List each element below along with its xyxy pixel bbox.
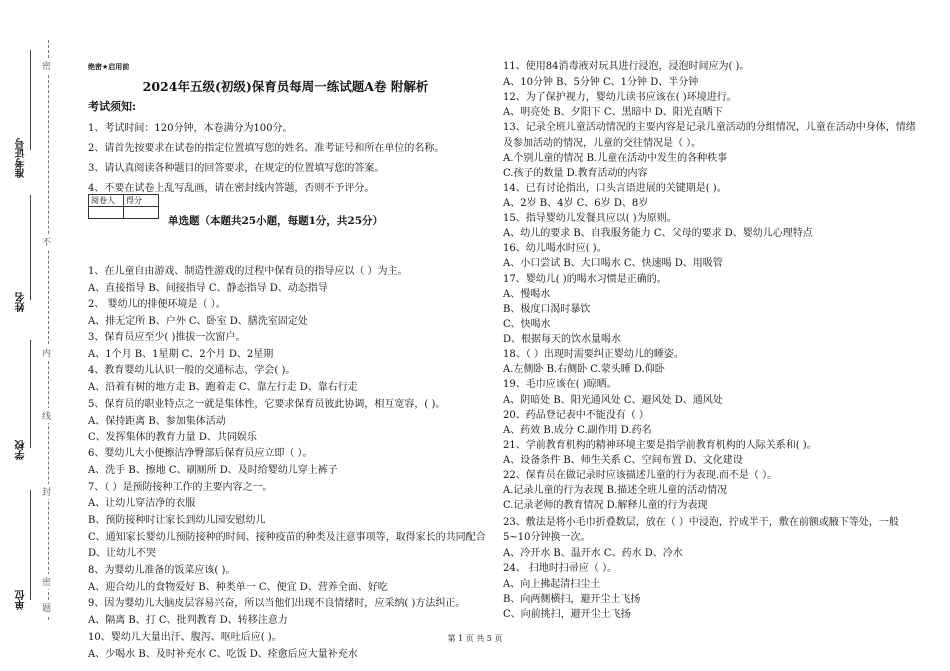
page-footer: 第 1 页 共 5 页 <box>447 634 503 643</box>
question-line: 20、药品登记表中不能没有（ ） <box>503 409 649 421</box>
seal-word: 线 <box>42 408 51 423</box>
question-line: 8、为婴幼儿准备的饭菜应该( )。 <box>88 565 236 577</box>
question-line: A、冷开水 B、温开水 C、药水 D、冷水 <box>503 548 683 560</box>
question-line: A.记录儿童的行为表现 B.描述全班儿童的活动情况 <box>503 485 728 497</box>
question-line: C.孩子的数量 D.教育活动的内容 <box>503 167 648 179</box>
binding-margin <box>0 0 60 671</box>
admission-number-label: 准考证号 <box>16 138 27 178</box>
question-line: A、隔离 B、打 C、批判教育 D、转移注意力 <box>88 614 288 626</box>
question-line: 2、 婴幼儿的排便环境是（ ）。 <box>88 298 226 310</box>
question-line: C、向前挑扫，避开尘土飞扬 <box>503 608 631 620</box>
question-line: A、2岁 B、4岁 C、6岁 D、8岁 <box>503 198 649 209</box>
question-line: C、通知家长婴幼儿预防接种的时间、接种疫苗的种类及注意事项等，取得家长的共同配合 <box>88 532 486 544</box>
question-line: 15、指导婴幼儿发餐具应以( )为原则。 <box>503 213 677 225</box>
question-line: A、保持距离 B、参加集体活动 <box>88 415 226 427</box>
question-line: 21、学前教育机构的精神环境主要是指学前教育机构的人际关系和( )。 <box>503 439 817 451</box>
notice-title: 考试须知: <box>88 100 137 113</box>
question-line: A、向上拂起清扫尘土 <box>503 578 601 590</box>
question-line: 19、毛巾应该在( )晾晒。 <box>503 379 617 391</box>
question-line: A、慢喝水 <box>503 288 551 300</box>
question-line: A、1个月 B、1星期 C、2个月 D、2星期 <box>88 348 274 360</box>
notice-item: 1、考试时间：120分钟，本卷满分为100分。 <box>88 123 293 134</box>
question-line: 及参加活动的情况，儿童的交往情况是（ ）。 <box>503 137 702 149</box>
question-line: 18、（ ）出现时需要纠正婴幼儿的睡姿。 <box>503 349 684 361</box>
question-line: D、根据每天的饮水量喝水 <box>503 334 622 346</box>
question-line: A、迎合幼儿的食物爱好 B、种类单一 C、便宜 D、营养全面、好吃 <box>88 581 388 593</box>
notice-item: 4、不要在试卷上乱写乱画，请在密封线内答题，否则不予评分。 <box>88 183 375 194</box>
question-line: 11、使用84消毒液对玩具进行浸泡，浸泡时间应为( )。 <box>503 61 750 73</box>
seal-word: 密 <box>42 574 51 589</box>
seal-word: 密 <box>42 58 51 73</box>
question-line: B、向两侧横扫，避开尘土飞扬 <box>503 593 641 605</box>
question-line: 24、 扫地时扫帚应（ ）。 <box>503 563 618 575</box>
question-line: C、发挥集体的教育力量 D、共同娱乐 <box>88 431 257 443</box>
question-line: B、预防接种时让家长到幼儿园安慰幼儿 <box>88 515 266 527</box>
grader-blank <box>89 207 124 219</box>
question-line: A、设备条件 B、师生关系 C、空间布置 D、文化建设 <box>503 455 743 467</box>
question-line: 5~10分钟换一次。 <box>503 532 591 544</box>
question-line: 16、幼儿喝水时应( )。 <box>503 243 607 255</box>
question-line: A、小口尝试 B、大口喝水 C、快速喝 D、用吸管 <box>503 258 723 270</box>
question-line: A、少喝水 B、及时补充水 C、吃饭 D、痊愈后应大量补充水 <box>88 648 358 660</box>
page-title: 2024年五级(初级)保育员每周一练试题A卷 附解析 <box>142 79 429 94</box>
unit-blank <box>30 490 31 600</box>
question-line: A、让幼儿穿洁净的衣服 <box>88 498 196 510</box>
admission-number-blank <box>30 50 31 150</box>
score-table <box>88 194 159 219</box>
grader-cell: 阅卷人 <box>89 195 124 207</box>
school-blank <box>30 340 31 448</box>
notice-item: 3、请认真阅读各种题目的回答要求，在规定的位置填写您的答案。 <box>88 163 385 174</box>
question-line: 10、婴幼儿大量出汗、腹泻、呕吐后应( )。 <box>88 631 282 643</box>
question-line: D、让幼儿不哭 <box>88 548 157 560</box>
question-line: 23、敷法是将小毛巾折叠数层，放在（ ）中浸泡，拧成半干，敷在前额或腋下等处，一般 <box>503 517 899 529</box>
question-line: A、阴暗处 B、阳光通风处 C、避风处 D、通风处 <box>503 394 723 406</box>
school-label: 学校 <box>16 440 27 460</box>
question-line: A.左侧卧 B.右侧卧 C.蒙头睡 D.仰卧 <box>503 364 665 376</box>
seal-word: 题 <box>42 600 51 615</box>
question-line: 1、在儿童自由游戏、制造性游戏的过程中保育员的指导应以（ ）为主。 <box>88 266 408 277</box>
score-blank <box>124 207 159 219</box>
unit-label: 单位 <box>16 590 27 610</box>
question-line: 3、保育员应至少( )推拔一次窗户。 <box>88 331 246 343</box>
question-line: 14、已有讨论指出，口头言语进展的关键期是( )。 <box>503 182 727 194</box>
question-line: C.记录老师的教育情况 D.解释儿童的行为表现 <box>503 500 708 512</box>
question-line: 5、保育员的职业特点之一就是集体性，它要求保育员彼此协调，相互宽容，( )。 <box>88 398 446 410</box>
seal-line <box>48 40 49 620</box>
seal-word: 封 <box>42 484 51 499</box>
question-line: A.个别儿童的情况 B.儿童在活动中发生的各种秩事 <box>503 152 728 164</box>
question-line: B、极度口渴时暴饮 <box>503 303 591 315</box>
seal-word: 不 <box>42 234 51 249</box>
name-blank <box>30 195 31 300</box>
question-line: A、明亮处 B、夕阳下 C、黑暗中 D、阳光直晒下 <box>503 107 723 119</box>
question-line: 13、记录全班儿童活动情况的主要内容是记录儿童活动的分组情况，儿童在活动中身体，情绪 <box>503 122 916 134</box>
question-line: 6、婴幼儿大小便擦洁净臀部后保育员应立即（ ）。 <box>88 448 313 460</box>
question-line: 7、（ ）是预防接种工作的主要内容之一。 <box>88 482 273 494</box>
question-line: 12、为了保护视力，婴幼儿读书应该在( )环境进行。 <box>503 92 737 104</box>
question-line: A、直接指导 B、间接指导 C、静态指导 D、动态指导 <box>88 282 328 294</box>
section-title: 单选题（本题共25小题，每题1分，共25分） <box>168 215 384 227</box>
question-line: 9、因为婴幼儿大脑皮层容易兴奋，所以当他们出现不良情绪时，应采纳( )方法纠正。 <box>88 597 466 609</box>
question-line: A、幼儿的要求 B、自我服务能力 C、父母的要求 D、婴幼儿心理特点 <box>503 228 813 240</box>
name-label: 姓名 <box>16 292 27 312</box>
question-line: C、快喝水 <box>503 318 551 330</box>
question-line: A、10分钟 B、5分钟 C、1分钟 D、半分钟 <box>503 77 699 89</box>
question-line: 22、保育员在做记录时应该描述儿童的行为表现.而不是（ ）。 <box>503 470 778 482</box>
question-line: A、排无定所 B、户外 C、卧室 D、膳洗室固定处 <box>88 315 308 327</box>
question-line: 4、教育婴幼儿认识一般的交通标志，学会( )。 <box>88 364 296 376</box>
score-cell: 得分 <box>124 195 159 207</box>
question-line: A、洗手 B、擦地 C、刷厕所 D、及时给婴幼儿穿上裤子 <box>88 465 338 477</box>
secret-mark: 绝密★启用前 <box>88 63 130 71</box>
seal-word: 内 <box>42 345 51 360</box>
question-line: A、药效 B.成分 C.副作用 D.药名 <box>503 424 652 436</box>
question-line: 17、婴幼儿( )的喝水习惯是正确的。 <box>503 273 667 285</box>
notice-item: 2、请首先按要求在试卷的指定位置填写您的姓名、准考证号和所在单位的名称。 <box>88 143 445 154</box>
question-line: A、沿着有树的地方走 B、跑着走 C、靠左行走 D、靠右行走 <box>88 381 358 393</box>
